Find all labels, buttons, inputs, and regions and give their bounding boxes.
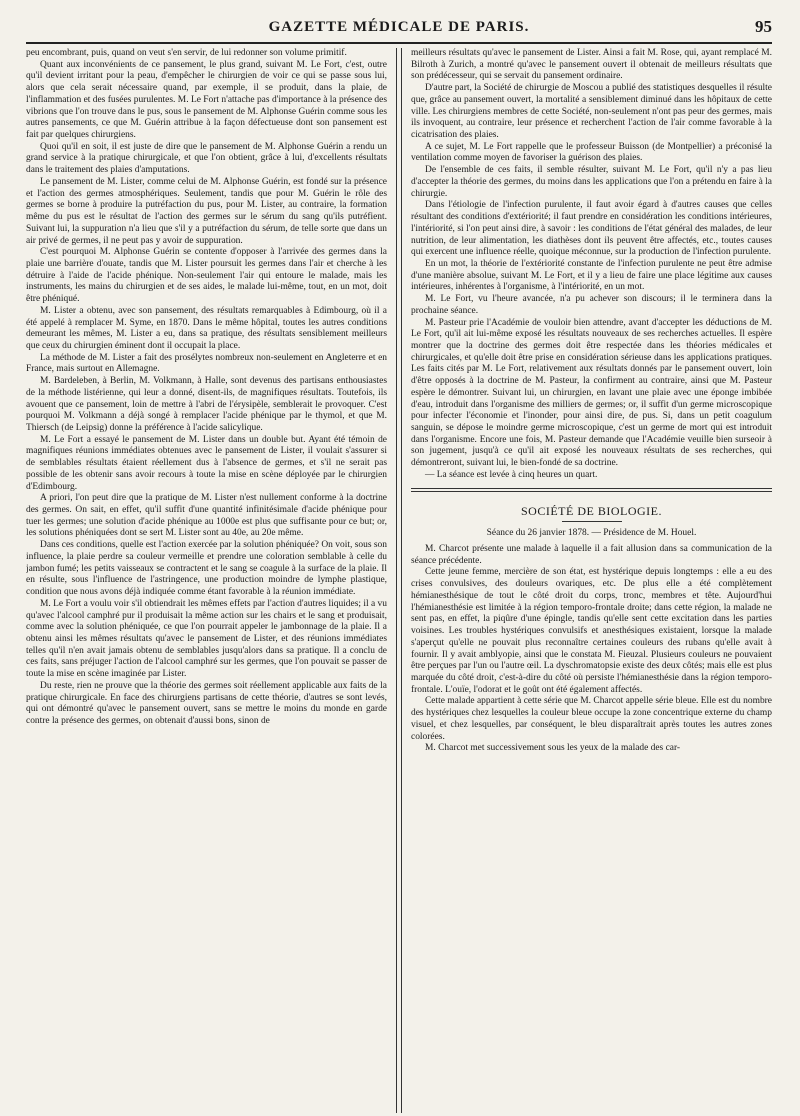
paragraph: M. Le Fort a voulu voir s'il obtiendrait les mêmes effets par l'action d'autres liquides; il a vu qu'avec l'alcool camphré pur il produisait la même action sur les chairs et le sang et produisait, comme avec la solution phéniquée, ce que l'on pourrait appeler le jambonnage de la plaie. Il a obtenu ainsi les mêmes résultats qu'avec le pansement de Lister, et des réunions immédiates telles qu'il n'en avait jamais obtenu de semblables jusqu'alors dans sa pratique. Il a conclu de ces faits, sans préjuger l'action de l'alcool camphré sur les germes, que l'on pouvait se passer de toute la mise en scène imaginée par Lister. [26, 598, 387, 680]
paragraph: A priori, l'on peut dire que la pratique de M. Lister n'est nullement conforme à la doctrine des germes. On sait, en effet, qu'il suffit d'une quantité infinitésimale d'acide phénique pour tuer les germes; une solution d'acide phénique au 1000e est plus que suffisante pour ce but; or, les solutions phéniquées dont se sert M. Lister sont au 40e, au 20e même. [26, 493, 387, 539]
paragraph: Dans ces conditions, quelle est l'action exercée par la solution phéniquée? On voit, sous son influence, la plaie perdre sa couleur vermeille et prendre une coloration semblable à celle du jambon fumé; les petits vaisseaux se contractent et le sang se coagule à la surface de la plaie. Il en résulte, sous l'influence de l'astringence, une production moindre de lymphe plastique, condition que nous avons déjà indiquée comme étant favorable à la réunion immédiate. [26, 540, 387, 598]
paragraph: Quoi qu'il en soit, il est juste de dire que le pansement de M. Alphonse Guérin a rendu un grand service à la pratique chirurgicale, et que l'on obtient, grâce à lui, d'excellents résultats dans le traitement des plaies d'amputations. [26, 141, 387, 176]
paragraph: De l'ensemble de ces faits, il semble résulter, suivant M. Le Fort, qu'il n'y a pas lieu d'accepter la théorie des germes, du moins dans les applications que l'on a prétendu en faire à la chirurgie. [411, 165, 772, 199]
section-title: SOCIÉTÉ DE BIOLOGIE. [521, 503, 662, 518]
paragraph: peu encombrant, puis, quand on veut s'en servir, de lui redonner son volume primitif. [26, 48, 347, 58]
biology-section-text [411, 544, 772, 755]
page-header [26, 14, 772, 40]
paragraph: La méthode de M. Lister a fait des prosélytes nombreux non-seulement en Angleterre et en France, mais surtout en Allemagne. [26, 352, 387, 375]
paragraph: Le pansement de M. Lister, comme celui de M. Alphonse Guérin, est fondé sur la présence et l'action des germes atmosphériques. Seulement, tandis que pour M. Guérin le rôle des germes se borne à produire la putréfaction du pus, pour M. Lister, au contraire, la formation même du pus est le résultat de l'action des germes sur le sérum du sang qu'ils putréfient. Suivant lui, la suppuration n'a lieu que s'il y a putréfaction du sérum, de telle sorte que dans un air privé de germes, il ne peut pas y avoir de suppuration. [26, 176, 387, 246]
paragraph: meilleurs résultats qu'avec le pansement de Lister. Ainsi a fait M. Rose, qui, ayant remplacé M. Bilroth à Zurich, a montré qu'avec le pansement ouvert il obtenait de meilleurs résultats que son prédécesseur, qui se servait du pansement ordinaire. [411, 48, 772, 82]
paragraph: M. Charcot présente une malade à laquelle il a fait allusion dans sa communication de la séance précédente. [411, 544, 772, 566]
pasteur-paragraph: M. Pasteur prie l'Académie de vouloir bien attendre, avant d'accepter les déductions de M. Le Fort, qu'il ait lui-même exposé les résultats nouveaux de ses recherches actuelles. Il espère montrer que la doctrine des germes doit être respectée dans les théories médicales et chirurgicales, et qu'elle doit être prise en considération sérieuse dans les applications pratiques. Les faits cités par M. Le Fort, relativement aux résultats donnés par le pansement ouvert, loin d'être opposés à la doctrine de M. Pasteur, la confirment au contraire, ainsi que M. Pasteur espère le démontrer. Suivant lui, un chirurgien, en lavant une plaie avec une éponge imbibée d'eau, introduit dans l'organisme des milliers de germes; or, il suffit d'un germe microscopique pour infecter l'économie et l'inonder, pour ainsi dire, de pus. Si, dans un petit coagulum sanguin, se dépose le moindre germe microscopique, c'est un germe de mort qui est introduit dans l'organisme. Encore une fois, M. Pasteur demande que l'Académie veuille bien surseoir à son jugement, jusqu'à ce qu'il ait exposé les nouveaux résultats de ses recherches, qui démontreront, suivant lui, le bien-fondé de sa doctrine. [411, 317, 772, 469]
paragraph: Cette malade appartient à cette série que M. Charcot appelle série bleue. Elle est du nombre des hystériques chez lesquelles la couleur bleue occupe la zone concentrique externe du champ visuel, et chez lesquelles, par conséquent, le bleu disparaîtrait après toutes les autres zones colorées. [411, 696, 772, 742]
paragraph: M. Bardeleben, à Berlin, M. Volkmann, à Halle, sont devenus des partisans enthousiastes de la méthode listérienne, qui leur a donné, disent-ils, de magnifiques résultats. Toutefois, ils avouent que ce pansement, loin de mettre à l'abri de l'érysipèle, semblerait le provoquer. C'est pourquoi M. Volkmann a déjà songé à remplacer l'acide phénique par le thymol, et que M. Thiersch (de Leipsig) donne la préférence à l'acide salicylique. [26, 376, 387, 433]
session-info: Séance du 26 janvier 1878. — Présidence de M. Houel. [486, 528, 697, 539]
section-heading [411, 503, 772, 523]
text-columns [26, 48, 772, 1113]
paragraph: M. Lister a obtenu, avec son pansement, des résultats remarquables à Edimbourg, où il a été appelé à remplacer M. Syme, en 1870. Dans le même hôpital, toutes les autres conditions demeurant les mêmes, M. Lister a eu, dans sa pratique, des résultats sensiblement meilleurs que ceux du chirurgien éminent dont il occupait la place. [26, 305, 387, 351]
session-closing: — La séance est levée à cinq heures un quart. [425, 469, 598, 480]
left-column [26, 48, 387, 1113]
paragraph: Cette jeune femme, mercière de son état, est hystérique depuis longtemps : elle a eu des crises convulsives, des douleurs ovariques, etc. De plus elle a été complètement hémianesthésique de tout le côté droit du corps, tronc, membres et tête. Aujourd'hui l'hémianesthésie est limitée à la région temporo-frontale droite; dans cette région, la malade ne sent pas, en effet, la piqûre d'une épingle, tandis qu'elle sent cette excitation dans les parties voisines. Les troubles hystériques convulsifs et anesthésiques existaient, lorsque la malade s'aperçut qu'elle ne pouvait plus reconnaître certaines couleurs des rubans qu'elle avait à fournir. Il y avait amblyopie, ainsi que le constata M. Fieuzal. Plusieurs couleurs ne pouvaient être perçues par l'un ou l'autre œil. La dyschromatopsie existe des deux côtés; mais elle est plus marquée du côté droit, c'est-à-dire du côté où persiste l'hémianesthésie dans la région temporo-frontale. L'ouïe, l'odorat et le goût ont été également affectés. [411, 567, 772, 695]
paragraph: Dans l'étiologie de l'infection purulente, il faut avoir égard à d'autres causes que celles résultant des conditions d'extériorité; il faut prendre en considération les conditions intérieures, l'intériorité, si l'on peut ainsi dire, à savoir : les conditions de l'état général des malades, de leur nutrition, de leur alimentation, les diathèses dont ils peuvent être affectés, etc., toutes causes qui exercent une influence réelle, quoique méconnue, sur la production de l'infection purulente. [411, 200, 772, 258]
header-rule [26, 42, 772, 44]
paragraph: D'autre part, la Société de chirurgie de Moscou a publié des statistiques desquelles il résulte que, grâce au pansement ouvert, la mortalité a sensiblement diminué dans les hôpitaux de cette ville. Les chirurgiens membres de cette Société, non-seulement n'ont pas peur des germes, mais ils invoquent, au contraire, leur présence et recherchent l'action de l'air comme favorable à la cicatrisation des plaies. [411, 83, 772, 141]
section-title-rule [562, 521, 622, 522]
section-divider [411, 488, 772, 489]
right-column [411, 48, 772, 1113]
paragraph: M. Le Fort a essayé le pansement de M. Lister dans un double but. Ayant été témoin de magnifiques réunions immédiates obtenues avec le pansement de Lister, il voulait s'assurer si de semblables résultats étaient réellement dus à l'absence de germes, et s'il ne serait pas possible de les obtenir sans avoir recours à toute la mise en scène déployée par le chirurgien d'Edimbourg. [26, 434, 387, 492]
paragraph: A ce sujet, M. Le Fort rappelle que le professeur Buisson (de Montpellier) a préconisé la ventilation comme moyen de favoriser la guérison des plaies. [411, 141, 772, 164]
paragraph: Du reste, rien ne prouve que la théorie des germes soit réellement applicable aux faits de la pratique chirurgicale. En face des chirurgiens partisans de cette théorie, d'autres se sont levés, qui ont démontré qu'avec le pansement ouvert, sans se mettre le moins du monde en garde contre la présence des germes, on obtenait d'aussi bons, sinon de [26, 680, 387, 726]
page-number: 95 [755, 17, 772, 36]
section-divider-secondary [411, 491, 772, 492]
paragraph: En un mot, la théorie de l'extériorité constante de l'infection purulente ne peut être admise d'une manière absolue, suivant M. Le Fort, et il y a lieu de faire une place légitime aux causes intérieures, inhérentes à l'organisme, à l'intériorité, en un mot. [411, 258, 772, 293]
paragraph: M. Le Fort, vu l'heure avancée, n'a pu achever son discours; il le terminera dans la prochaine séance. [411, 294, 772, 316]
journal-title: GAZETTE MÉDICALE DE PARIS. [268, 19, 530, 35]
right-column-text [411, 48, 772, 318]
paragraph: C'est pourquoi M. Alphonse Guérin se contente d'opposer à l'arrivée des germes dans la plaie une barrière d'ouate, tandis que M. Lister poursuit les germes dans l'air et cherche à les détruire à l'aide de l'acide phénique. Non-seulement l'air qui entoure le malade, mais les instruments, les mains du chirurgien et de ses aides, le malade lui-même, tout, en un mot, doit être phéniqué. [26, 247, 387, 305]
paragraph: M. Charcot met successivement sous les yeux de la malade des car- [425, 743, 681, 754]
paragraph: Quant aux inconvénients de ce pansement, le plus grand, suivant M. Le Fort, c'est, outre qu'il devient irritant pour la peau, d'empêcher le chirurgien de voir ce qui se passe sous lui, alors que cela serait nécessaire quand, par exemple, il se produit, dans la plaie, de l'inflammation et des fusées purulentes. M. Le Fort n'attache pas d'importance à la présence des vibrions que l'on trouve dans le pus, sous le pansement de M. Alphonse Guérin comme sous les autres pansements, ce que M. Guérin attribue à la façon défectueuse dont son pansement est fait par quelques chirurgiens. [26, 59, 387, 141]
column-separator [396, 48, 402, 1113]
